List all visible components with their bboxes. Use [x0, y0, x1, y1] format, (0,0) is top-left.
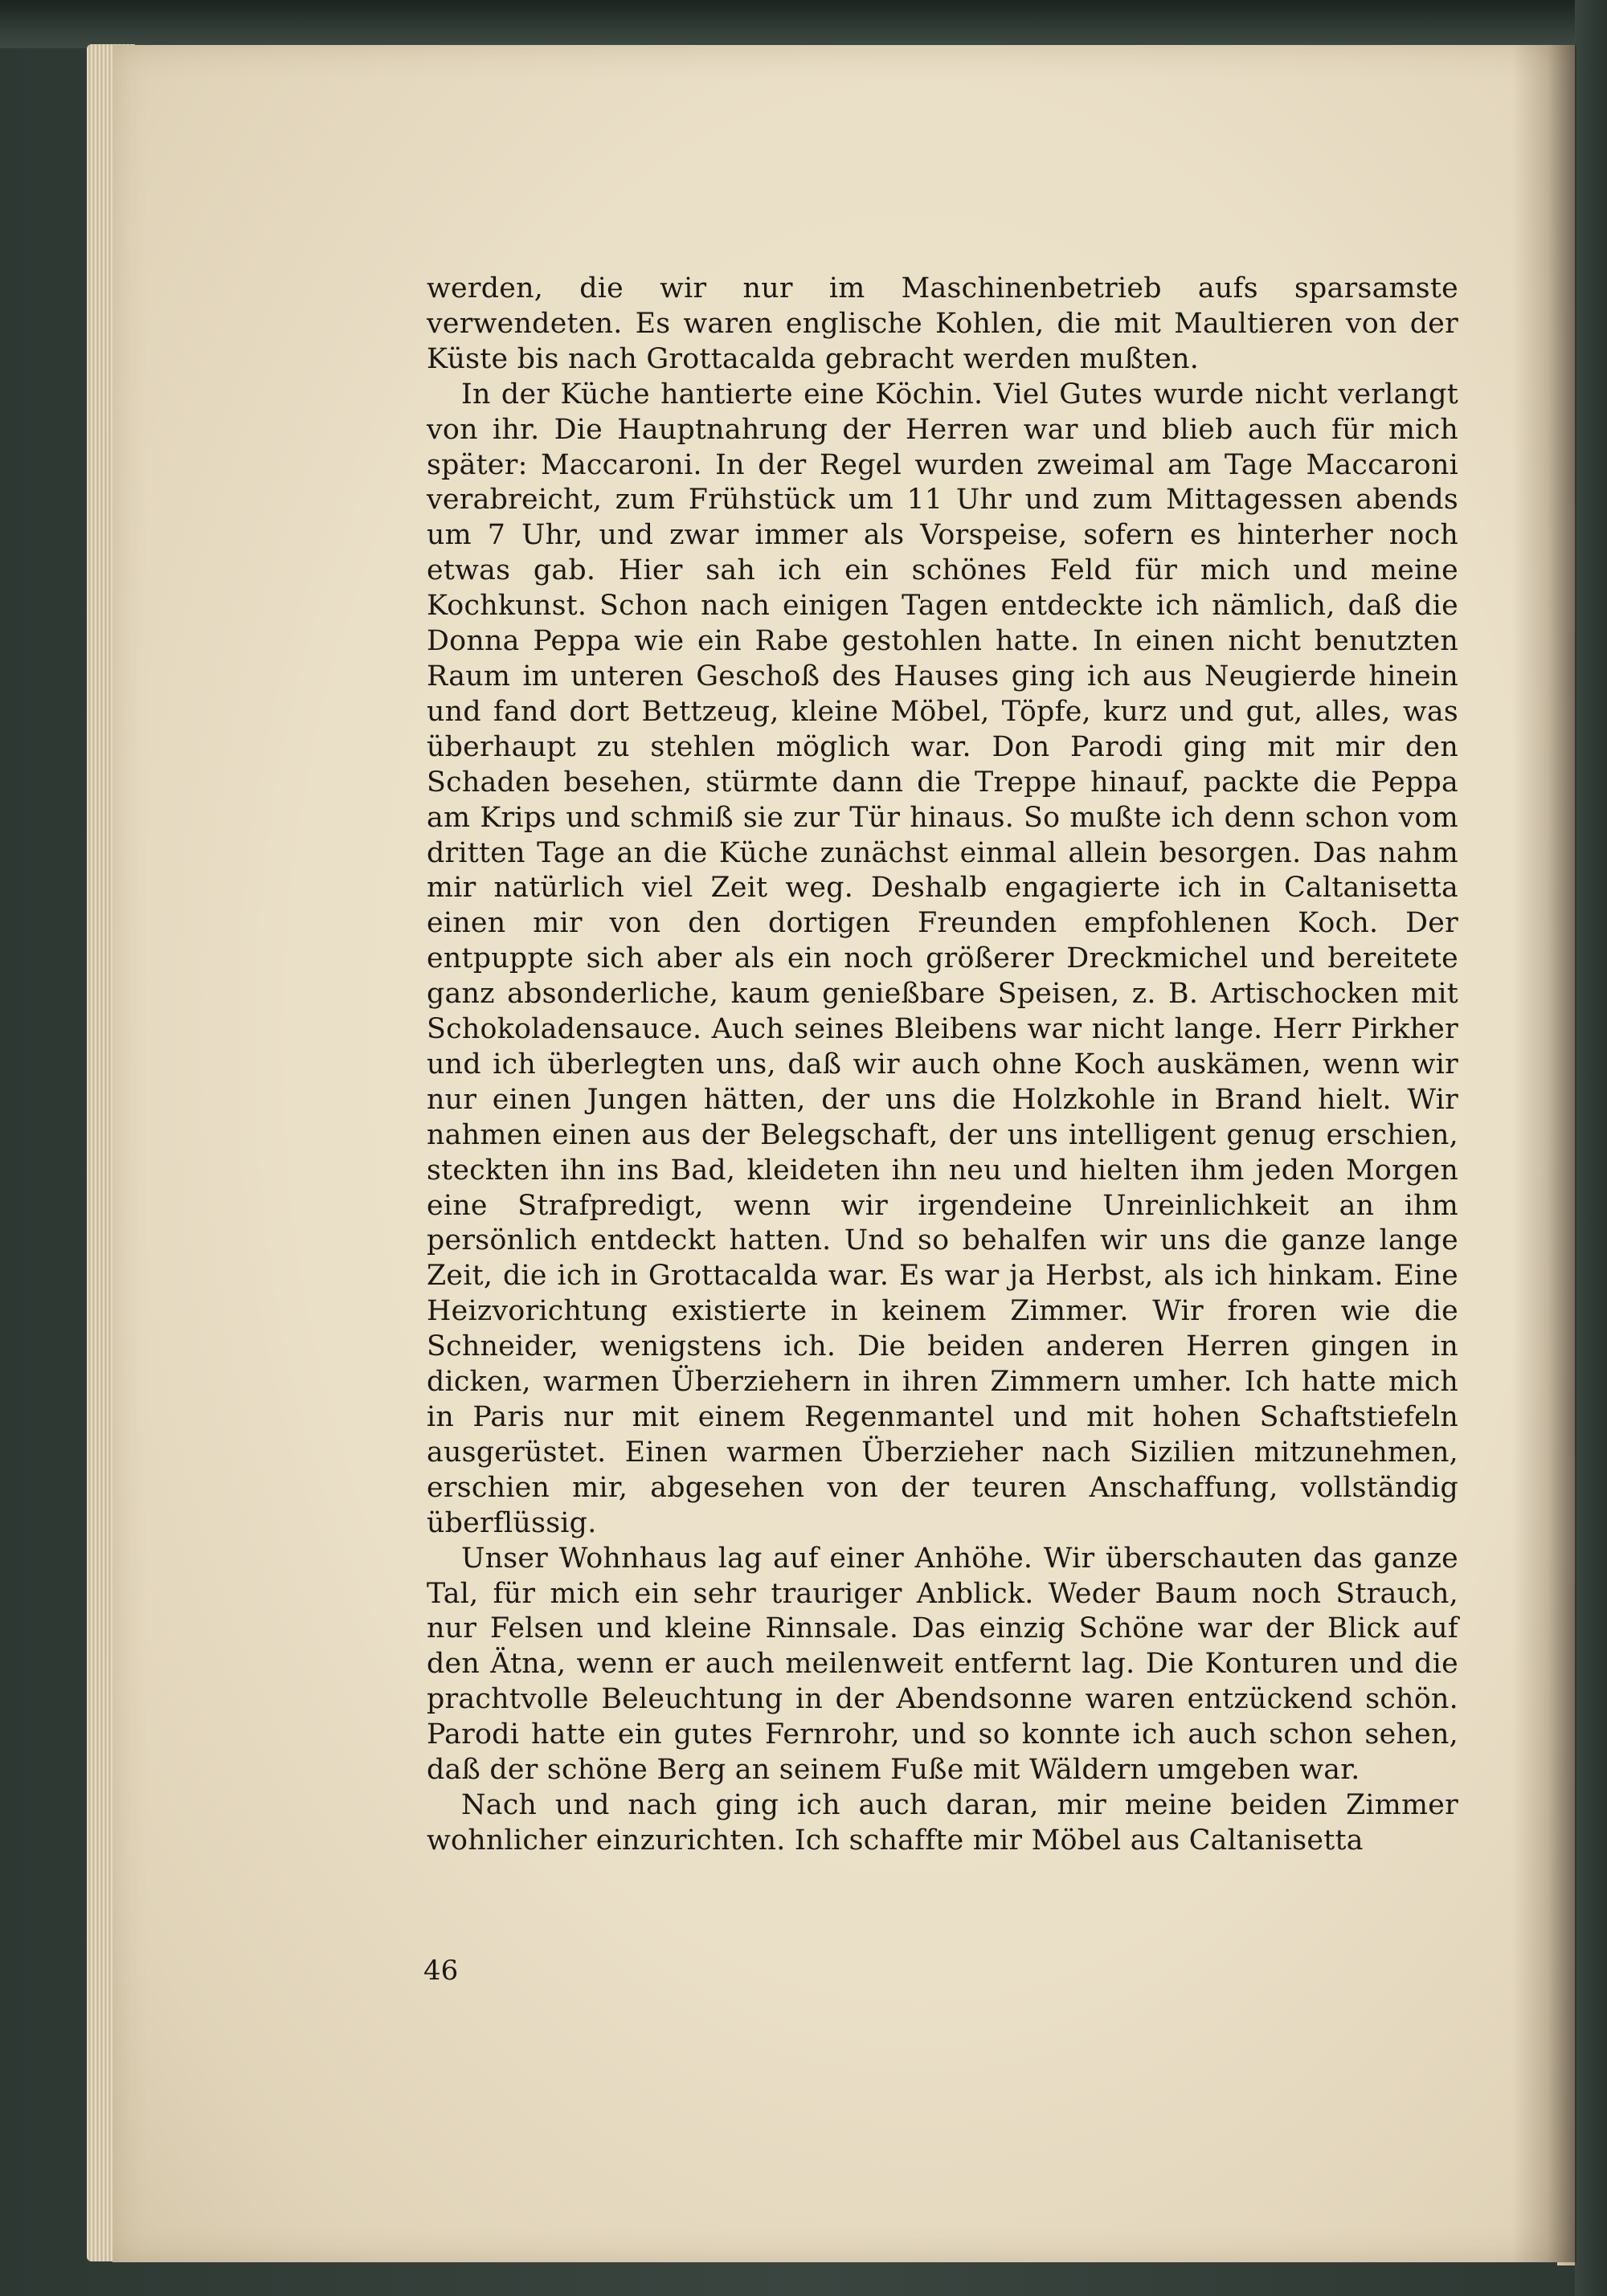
paragraph-2: In der Küche hantierte eine Köchin. Viel Gutes wurde nicht verlangt von ihr. Die Hauptnahrung der Herren war und blieb auch für mich später: Maccaroni. In der Regel wurden zweimal am Tage Maccaroni verabreicht, zum Frühstück um 11 Uhr und zum Mittagessen abends um 7 Uhr, und zwar immer als Vorspeise, sofern es hinterher noch etwas gab. Hier sah ich ein schönes Feld für mich und meine Kochkunst. Schon nach einigen Tagen entdeckte ich nämlich, daß die Donna Peppa wie ein Rabe gestohlen hatte. In einen nicht benutzten Raum im unteren Geschoß des Hauses ging ich aus Neugierde hinein und fand dort Bettzeug, kleine Möbel, Töpfe, kurz und gut, alles, was überhaupt zu stehlen möglich war. Don Parodi ging mit mir den Schaden besehen, stürmte dann die Treppe hinauf, packte die Peppa am Krips und schmiß sie zur Tür hinaus. So mußte ich denn schon vom dritten Tage an die Küche zunächst einmal allein besorgen. Das nahm mir natürlich viel Zeit weg. Deshalb engagierte ich in Caltanisetta einen mir von den dortigen Freunden empfohlenen Koch. Der entpuppte sich aber als ein noch größerer Dreckmichel und bereitete ganz absonderliche, kaum genießbare Speisen, z. B. Artischocken mit Schokoladensauce. Auch seines Bleibens war nicht lange. Herr Pirkher und ich überlegten uns, daß wir auch ohne Koch auskämen, wenn wir nur einen Jungen hätten, der uns die Holzkohle in Brand hielt. Wir nahmen einen aus der Belegschaft, der uns intelligent genug erschien, steckten ihn ins Bad, kleideten ihn neu und hielten ihm jeden Morgen eine Strafpredigt, wenn wir irgendeine Unreinlichkeit an ihm persönlich entdeckt hatten. Und so behalfen wir uns die ganze lange Zeit, die ich in Grottacalda war. Es war ja Herbst, als ich hinkam. Eine Heizvorichtung existierte in keinem Zimmer. Wir froren wie die Schneider, wenigstens ich. Die beiden anderen Herren gingen in dicken, warmen Überziehern in ihren Zimmern umher. Ich hatte mich in Paris nur mit einem Regenmantel und mit hohen Schaftstiefeln ausgerüstet. Einen warmen Überzieher nach Sizilien mitzunehmen, erschien mir, abgesehen von der teuren Anschaffung, vollständig überflüssig. — [427, 378, 1458, 1539]
body-text — [427, 272, 1458, 1859]
paragraph-1: werden, die wir nur im Maschinenbetrieb aufs sparsamste verwendeten. Es waren englische Kohlen, die mit Maultieren von der Küste bis nach Grottacalda gebracht werden mußten. — [427, 272, 1458, 375]
paragraph-3: Unser Wohnhaus lag auf einer Anhöhe. Wir überschauten das ganze Tal, für mich ein sehr trauriger Anblick. Weder Baum noch Strauch, nur Felsen und kleine Rinnsale. Das einzig Schöne war der Blick auf den Ätna, wenn er auch meilenweit entfernt lag. Die Konturen und die prachtvolle Beleuchtung in der Abendsonne waren entzückend schön. Parodi hatte ein gutes Fernrohr, und so konnte ich auch schon sehen, daß der schöne Berg an seinem Fuße mit Wäldern umgeben war. — [427, 1542, 1458, 1787]
paragraph-4: Nach und nach ging ich auch daran, mir meine beiden Zimmer wohnlicher einzurichten. Ich schaffte mir Möbel aus Caltanisetta — [427, 1788, 1458, 1857]
book-cover-right — [1575, 0, 1607, 2296]
page-number: 46 — [423, 1955, 459, 1987]
book-cover-top — [0, 0, 1607, 48]
page-gutter-shadow — [1512, 45, 1576, 2262]
